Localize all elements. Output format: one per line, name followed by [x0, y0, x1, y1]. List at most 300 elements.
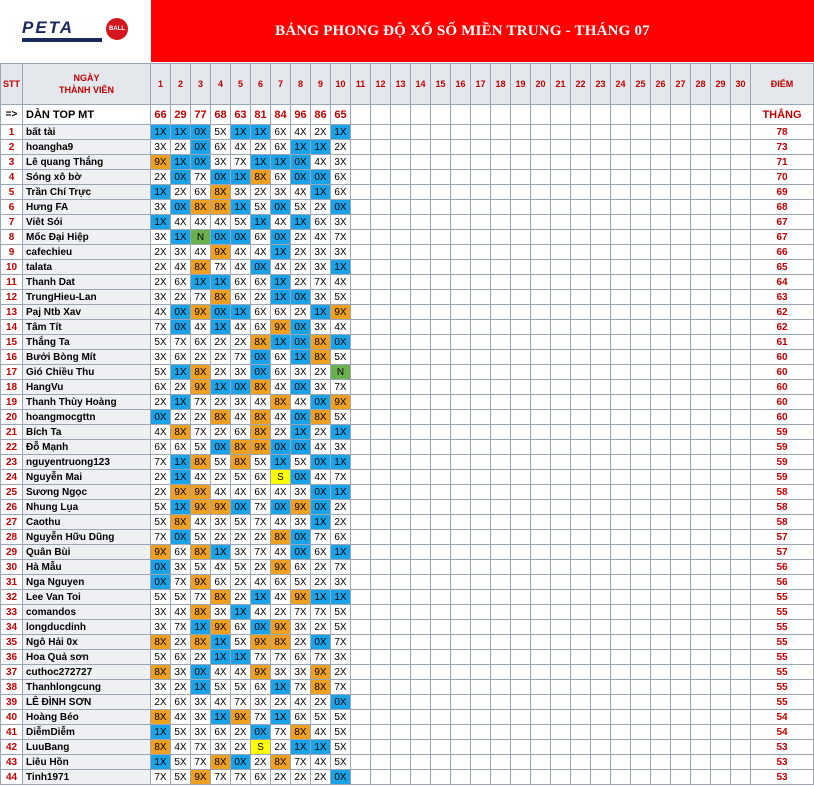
day-result-cell: 5X [231, 215, 251, 230]
row-score: 60 [751, 395, 814, 410]
day-result-cell: 5X [231, 680, 251, 695]
top-row-value [551, 105, 571, 125]
day-result-cell [431, 620, 451, 635]
day-result-cell [691, 755, 711, 770]
day-result-cell [431, 380, 451, 395]
day-result-cell [571, 620, 591, 635]
day-result-cell [731, 485, 751, 500]
day-result-cell: 7X [291, 680, 311, 695]
day-result-cell: 4X [191, 320, 211, 335]
day-result-cell: 2X [271, 605, 291, 620]
day-result-cell [551, 230, 571, 245]
day-result-cell: 9X [151, 155, 171, 170]
day-result-cell: 0X [291, 530, 311, 545]
table-row [1, 515, 814, 530]
day-result-cell [731, 650, 751, 665]
day-result-cell [491, 710, 511, 725]
day-result-cell: 6X [271, 125, 291, 140]
day-result-cell: 5X [151, 335, 171, 350]
day-result-cell: 1X [171, 230, 191, 245]
day-result-cell [611, 260, 631, 275]
day-result-cell [611, 155, 631, 170]
day-result-cell [691, 500, 711, 515]
day-result-cell [351, 425, 371, 440]
logo-area [0, 0, 150, 62]
day-result-cell [531, 365, 551, 380]
day-result-cell [531, 290, 551, 305]
day-result-cell: 3X [151, 680, 171, 695]
day-result-cell [391, 305, 411, 320]
day-result-cell [591, 200, 611, 215]
day-result-cell [611, 605, 631, 620]
day-result-cell: 4X [331, 275, 351, 290]
day-result-cell: 2X [311, 770, 331, 785]
day-result-cell [591, 500, 611, 515]
day-result-cell [711, 365, 731, 380]
day-result-cell [511, 455, 531, 470]
day-result-cell: 2X [211, 470, 231, 485]
day-result-cell [631, 185, 651, 200]
day-result-cell [491, 125, 511, 140]
day-result-cell [451, 245, 471, 260]
day-result-cell: 9X [191, 770, 211, 785]
day-result-cell [711, 710, 731, 725]
day-result-cell [431, 740, 451, 755]
day-result-cell: 4X [291, 185, 311, 200]
day-result-cell: 5X [171, 755, 191, 770]
day-result-cell [411, 425, 431, 440]
row-stt: 26 [1, 500, 23, 515]
day-result-cell [351, 350, 371, 365]
day-result-cell [451, 380, 471, 395]
day-result-cell: 7X [251, 650, 271, 665]
day-result-cell: 7X [231, 770, 251, 785]
day-result-cell [671, 350, 691, 365]
day-result-cell [611, 365, 631, 380]
day-result-cell [351, 695, 371, 710]
day-result-cell: 1X [331, 485, 351, 500]
member-name: TrungHieu-Lan [23, 290, 151, 305]
day-result-cell: 4X [231, 260, 251, 275]
day-result-cell [491, 500, 511, 515]
day-result-cell: 4X [271, 215, 291, 230]
day-result-cell [551, 455, 571, 470]
day-result-cell [371, 155, 391, 170]
day-result-cell [571, 665, 591, 680]
day-result-cell [691, 605, 711, 620]
day-result-cell [391, 590, 411, 605]
day-result-cell [371, 740, 391, 755]
day-result-cell [711, 635, 731, 650]
day-result-cell [431, 185, 451, 200]
day-result-cell: 1X [211, 380, 231, 395]
day-result-cell: 1X [231, 650, 251, 665]
day-result-cell [651, 545, 671, 560]
row-stt: 20 [1, 410, 23, 425]
day-result-cell [491, 620, 511, 635]
day-result-cell [551, 575, 571, 590]
day-result-cell [631, 620, 651, 635]
day-result-cell: 6X [211, 140, 231, 155]
day-result-cell [731, 665, 751, 680]
day-result-cell: 6X [251, 230, 271, 245]
top-row-value [531, 105, 551, 125]
table-row [1, 155, 814, 170]
table-row [1, 500, 814, 515]
top-row-value: 29 [171, 105, 191, 125]
header-day-28: 28 [691, 64, 711, 105]
day-result-cell: 2X [151, 275, 171, 290]
day-result-cell [571, 335, 591, 350]
row-stt: 22 [1, 440, 23, 455]
day-result-cell: 7X [311, 605, 331, 620]
row-score: 60 [751, 380, 814, 395]
day-result-cell [411, 185, 431, 200]
day-result-cell: 1X [151, 755, 171, 770]
member-name: Trần Chí Trực [23, 185, 151, 200]
top-row-value [471, 105, 491, 125]
header-thanh-vien: THÀNH VIÊN [58, 85, 114, 95]
day-result-cell [551, 470, 571, 485]
day-result-cell [571, 530, 591, 545]
day-result-cell: 3X [211, 515, 231, 530]
day-result-cell: 0X [251, 365, 271, 380]
day-result-cell [651, 575, 671, 590]
day-result-cell: 6X [171, 545, 191, 560]
header-day-8: 8 [291, 64, 311, 105]
header-day-16: 16 [451, 64, 471, 105]
header-day-14: 14 [411, 64, 431, 105]
day-result-cell: 7X [251, 710, 271, 725]
day-result-cell [591, 620, 611, 635]
row-score: 62 [751, 305, 814, 320]
row-stt: 42 [1, 740, 23, 755]
day-result-cell: 7X [331, 470, 351, 485]
day-result-cell [551, 620, 571, 635]
day-result-cell [451, 290, 471, 305]
day-result-cell [551, 710, 571, 725]
day-result-cell: 0X [311, 485, 331, 500]
day-result-cell: 2X [271, 770, 291, 785]
day-result-cell [491, 575, 511, 590]
day-result-cell [611, 470, 631, 485]
day-result-cell [511, 485, 531, 500]
day-result-cell: 2X [291, 770, 311, 785]
day-result-cell [611, 725, 631, 740]
row-stt: 21 [1, 425, 23, 440]
day-result-cell [711, 335, 731, 350]
day-result-cell [671, 410, 691, 425]
table-row [1, 710, 814, 725]
member-name: hoangha9 [23, 140, 151, 155]
day-result-cell [631, 680, 651, 695]
day-result-cell: 5X [331, 740, 351, 755]
row-stt: 2 [1, 140, 23, 155]
day-result-cell [451, 575, 471, 590]
day-result-cell [531, 335, 551, 350]
day-result-cell [631, 155, 651, 170]
day-result-cell [451, 500, 471, 515]
day-result-cell: 4X [151, 425, 171, 440]
day-result-cell: 2X [291, 230, 311, 245]
row-score: 60 [751, 350, 814, 365]
member-name: Tâm Tít [23, 320, 151, 335]
day-result-cell [551, 530, 571, 545]
day-result-cell: 6X [251, 320, 271, 335]
day-result-cell [471, 380, 491, 395]
day-result-cell [431, 125, 451, 140]
day-result-cell: 6X [251, 470, 271, 485]
day-result-cell [551, 155, 571, 170]
row-stt: 7 [1, 215, 23, 230]
day-result-cell: 1X [151, 215, 171, 230]
top-row-value [711, 105, 731, 125]
header [0, 0, 814, 63]
row-stt: 15 [1, 335, 23, 350]
day-result-cell [431, 680, 451, 695]
day-result-cell [731, 575, 751, 590]
day-result-cell: 6X [271, 350, 291, 365]
day-result-cell: 0X [211, 440, 231, 455]
day-result-cell: 0X [171, 305, 191, 320]
day-result-cell [631, 425, 651, 440]
top-row-value [731, 105, 751, 125]
day-result-cell [711, 605, 731, 620]
row-score: 60 [751, 410, 814, 425]
day-result-cell [511, 140, 531, 155]
day-result-cell: 1X [331, 590, 351, 605]
day-result-cell [651, 305, 671, 320]
day-result-cell: 3X [151, 620, 171, 635]
day-result-cell [711, 515, 731, 530]
day-result-cell [591, 560, 611, 575]
day-result-cell [571, 725, 591, 740]
day-result-cell [551, 125, 571, 140]
day-result-cell: 8X [311, 680, 331, 695]
day-result-cell [491, 215, 511, 230]
day-result-cell [691, 425, 711, 440]
day-result-cell: 6X [151, 440, 171, 455]
header-day-11: 11 [351, 64, 371, 105]
day-result-cell [531, 530, 551, 545]
day-result-cell: 0X [171, 530, 191, 545]
day-result-cell [691, 635, 711, 650]
day-result-cell: 9X [191, 485, 211, 500]
day-result-cell [731, 140, 751, 155]
day-result-cell [491, 365, 511, 380]
day-result-cell [671, 140, 691, 155]
day-result-cell [351, 455, 371, 470]
day-result-cell: 6X [211, 575, 231, 590]
day-result-cell [531, 695, 551, 710]
day-result-cell [611, 635, 631, 650]
day-result-cell [391, 365, 411, 380]
day-result-cell [371, 695, 391, 710]
day-result-cell [711, 485, 731, 500]
day-result-cell: 1X [151, 125, 171, 140]
day-result-cell [711, 425, 731, 440]
day-result-cell [531, 350, 551, 365]
day-result-cell [671, 770, 691, 785]
member-name: Caothu [23, 515, 151, 530]
day-result-cell: 5X [151, 515, 171, 530]
day-result-cell: 0X [171, 170, 191, 185]
day-result-cell: 0X [291, 440, 311, 455]
member-name: Liêu Hồn [23, 755, 151, 770]
day-result-cell: 0X [191, 125, 211, 140]
day-result-cell: 9X [291, 500, 311, 515]
day-result-cell [531, 275, 551, 290]
day-result-cell [591, 215, 611, 230]
day-result-cell: 0X [251, 350, 271, 365]
day-result-cell [451, 590, 471, 605]
day-result-cell: 7X [211, 260, 231, 275]
day-result-cell: 4X [311, 155, 331, 170]
day-result-cell [551, 170, 571, 185]
day-result-cell [391, 515, 411, 530]
day-result-cell [431, 245, 451, 260]
day-result-cell [551, 695, 571, 710]
day-result-cell: 1X [171, 470, 191, 485]
row-stt: 11 [1, 275, 23, 290]
day-result-cell [651, 470, 671, 485]
top-row-value [431, 105, 451, 125]
day-result-cell [711, 650, 731, 665]
day-result-cell [711, 350, 731, 365]
day-result-cell [591, 290, 611, 305]
day-result-cell [651, 755, 671, 770]
day-result-cell [471, 275, 491, 290]
day-result-cell [571, 140, 591, 155]
day-result-cell [611, 140, 631, 155]
day-result-cell [651, 125, 671, 140]
day-result-cell [391, 425, 411, 440]
day-result-cell [571, 575, 591, 590]
day-result-cell [431, 290, 451, 305]
row-score: 55 [751, 665, 814, 680]
day-result-cell [351, 215, 371, 230]
day-result-cell [631, 695, 651, 710]
day-result-cell [511, 560, 531, 575]
day-result-cell [531, 380, 551, 395]
header-day-10: 10 [331, 64, 351, 105]
day-result-cell [451, 695, 471, 710]
title-banner [151, 0, 814, 62]
day-result-cell [551, 350, 571, 365]
day-result-cell: 1X [231, 605, 251, 620]
day-result-cell: 4X [311, 230, 331, 245]
day-result-cell [451, 440, 471, 455]
day-result-cell [491, 485, 511, 500]
table-row [1, 200, 814, 215]
day-result-cell [651, 710, 671, 725]
row-stt: 39 [1, 695, 23, 710]
header-day-4: 4 [211, 64, 231, 105]
header-day-3: 3 [191, 64, 211, 105]
day-result-cell: 3X [311, 320, 331, 335]
day-result-cell: 6X [331, 530, 351, 545]
day-result-cell: 8X [311, 410, 331, 425]
day-result-cell [591, 275, 611, 290]
day-result-cell: 7X [191, 740, 211, 755]
day-result-cell [671, 515, 691, 530]
day-result-cell: 7X [171, 620, 191, 635]
day-result-cell [511, 530, 531, 545]
day-result-cell [711, 470, 731, 485]
day-result-cell [351, 380, 371, 395]
day-result-cell [491, 230, 511, 245]
day-result-cell [411, 245, 431, 260]
day-result-cell [471, 185, 491, 200]
day-result-cell: 9X [311, 665, 331, 680]
day-result-cell: 4X [311, 470, 331, 485]
day-result-cell [451, 455, 471, 470]
day-result-cell [731, 290, 751, 305]
day-result-cell [451, 755, 471, 770]
day-result-cell: 4X [311, 725, 331, 740]
day-result-cell [651, 425, 671, 440]
day-result-cell [611, 230, 631, 245]
day-result-cell: 8X [211, 590, 231, 605]
day-result-cell [391, 185, 411, 200]
day-result-cell: 8X [191, 635, 211, 650]
day-result-cell [471, 695, 491, 710]
day-result-cell: 7X [331, 680, 351, 695]
day-result-cell: 1X [311, 515, 331, 530]
day-result-cell: 1X [271, 335, 291, 350]
header-day-26: 26 [651, 64, 671, 105]
day-result-cell [631, 320, 651, 335]
table-row [1, 665, 814, 680]
day-result-cell [411, 470, 431, 485]
day-result-cell [531, 650, 551, 665]
day-result-cell: 5X [211, 125, 231, 140]
day-result-cell [491, 455, 511, 470]
day-result-cell: 3X [291, 365, 311, 380]
day-result-cell: 8X [231, 440, 251, 455]
day-result-cell: 2X [251, 755, 271, 770]
day-result-cell: 5X [331, 350, 351, 365]
day-result-cell [731, 470, 751, 485]
day-result-cell: 8X [311, 350, 331, 365]
day-result-cell [371, 560, 391, 575]
day-result-cell [571, 230, 591, 245]
day-result-cell [491, 650, 511, 665]
day-result-cell [551, 275, 571, 290]
day-result-cell [431, 725, 451, 740]
day-result-cell [631, 230, 651, 245]
table-row [1, 140, 814, 155]
day-result-cell: 6X [171, 695, 191, 710]
day-result-cell: 1X [311, 140, 331, 155]
day-result-cell [571, 365, 591, 380]
day-result-cell [631, 500, 651, 515]
day-result-cell [471, 710, 491, 725]
table-row [1, 635, 814, 650]
day-result-cell: 3X [191, 695, 211, 710]
day-result-cell [591, 170, 611, 185]
day-result-cell [531, 560, 551, 575]
day-result-cell: 5X [311, 710, 331, 725]
day-result-cell [671, 650, 691, 665]
day-result-cell: 6X [171, 440, 191, 455]
day-result-cell: 9X [251, 440, 271, 455]
day-result-cell [431, 575, 451, 590]
day-result-cell: 1X [171, 395, 191, 410]
day-result-cell: 4X [311, 440, 331, 455]
day-result-cell [671, 170, 691, 185]
day-result-cell [671, 455, 691, 470]
